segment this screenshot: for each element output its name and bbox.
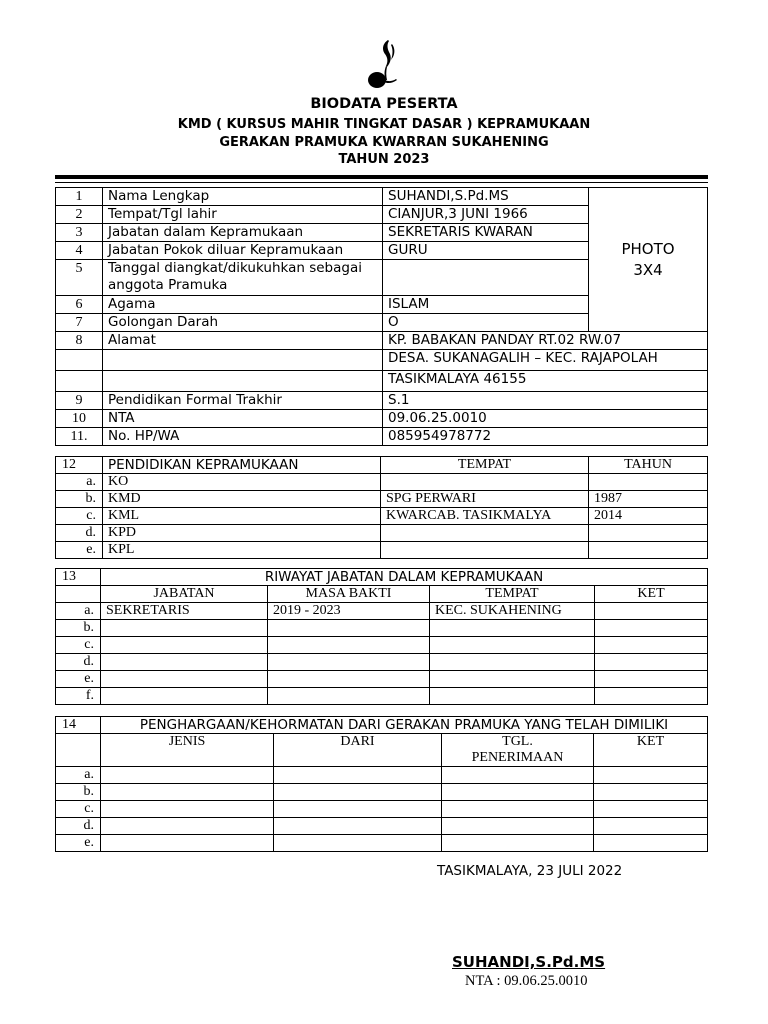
biodata-row: [56, 371, 708, 392]
table-header-row: [56, 569, 708, 586]
period-cell: [268, 654, 430, 671]
section-title: PENGHARGAAN/KEHORMATAN DARI GERAKAN PRAMUKA YANG TELAH DIMILIKI: [101, 717, 708, 734]
field-label: [103, 371, 383, 392]
award-date-cell: [442, 835, 594, 852]
row-letter: e.: [56, 835, 101, 852]
award-type-cell: [101, 784, 274, 801]
row-letter: b.: [56, 491, 103, 508]
award-from-cell: [274, 801, 442, 818]
year-title: TAHUN 2023: [338, 152, 430, 167]
row-number: 10: [56, 410, 103, 428]
row-number: 3: [56, 224, 103, 242]
column-header-ket: KET: [594, 734, 708, 767]
photo-box: [589, 188, 708, 332]
row-letter: b.: [56, 620, 101, 637]
note-cell: [595, 637, 708, 654]
award-date-cell: [442, 801, 594, 818]
place-cell: [430, 654, 595, 671]
table-row: [56, 801, 708, 818]
header-divider-thin: [55, 182, 708, 183]
column-header-tgl-line1: TGL.: [502, 734, 533, 749]
note-cell: [594, 818, 708, 835]
note-cell: [595, 671, 708, 688]
award-from-cell: [274, 818, 442, 835]
field-value: CIANJUR,3 JUNI 1966: [383, 206, 589, 224]
field-value: 09.06.25.0010: [383, 410, 708, 428]
table-header-row: [56, 457, 708, 474]
position-cell: [101, 688, 268, 705]
award-from-cell: [274, 835, 442, 852]
column-header-masa-bakti: MASA BAKTI: [268, 586, 430, 603]
field-value: DESA. SUKANAGALIH – KEC. RAJAPOLAH: [383, 350, 708, 371]
table-row: [56, 835, 708, 852]
section-number: 14: [56, 717, 101, 734]
column-header-tempat: TEMPAT: [381, 457, 589, 474]
course-name: KPL: [103, 542, 381, 559]
course-year: 1987: [589, 491, 708, 508]
table-row: [56, 784, 708, 801]
field-value: SEKRETARIS KWARAN: [383, 224, 589, 242]
photo-size: 3X4: [633, 260, 663, 279]
course-place: [381, 542, 589, 559]
award-date-cell: [442, 818, 594, 835]
note-cell: [594, 767, 708, 784]
position-cell: [101, 637, 268, 654]
row-letter: c.: [56, 637, 101, 654]
place-cell: [430, 620, 595, 637]
row-number: 2: [56, 206, 103, 224]
field-label: Alamat: [103, 332, 383, 350]
course-place: KWARCAB. TASIKMALYA: [381, 508, 589, 525]
table-header-row: [56, 717, 708, 734]
biodata-row: [56, 188, 708, 206]
document-title: BIODATA PESERTA: [310, 96, 458, 112]
award-type-cell: [101, 835, 274, 852]
table-row: [56, 620, 708, 637]
section-title: RIWAYAT JABATAN DALAM KEPRAMUKAAN: [101, 569, 708, 586]
row-letter: a.: [56, 474, 103, 491]
row-letter: e.: [56, 542, 103, 559]
field-label: Golongan Darah: [103, 314, 383, 332]
field-value: GURU: [383, 242, 589, 260]
row-number: 5: [56, 260, 103, 296]
place-cell: KEC. SUKAHENING: [430, 603, 595, 620]
place-cell: [430, 637, 595, 654]
section-title: PENDIDIKAN KEPRAMUKAAN: [103, 457, 381, 474]
penghargaan-table: [55, 716, 708, 852]
field-value: KP. BABAKAN PANDAY RT.02 RW.07: [383, 332, 708, 350]
table-row: [56, 474, 708, 491]
biodata-row: [56, 410, 708, 428]
field-label: Pendidikan Formal Trakhir: [103, 392, 383, 410]
place-and-date: TASIKMALAYA, 23 JULI 2022: [437, 863, 623, 879]
row-letter: e.: [56, 671, 101, 688]
table-row: [56, 767, 708, 784]
column-header-dari: DARI: [274, 734, 442, 767]
tunas-kelapa-icon: [366, 38, 402, 90]
field-label: NTA: [103, 410, 383, 428]
course-place: SPG PERWARI: [381, 491, 589, 508]
note-cell: [595, 620, 708, 637]
field-value: [383, 260, 589, 296]
photo-label: PHOTO: [621, 239, 675, 258]
field-label: Nama Lengkap: [103, 188, 383, 206]
period-cell: [268, 671, 430, 688]
place-cell: [430, 671, 595, 688]
period-cell: [268, 688, 430, 705]
award-type-cell: [101, 818, 274, 835]
field-value: ISLAM: [383, 296, 589, 314]
table-row: [56, 637, 708, 654]
biodata-row: [56, 332, 708, 350]
row-number: [56, 350, 103, 371]
note-cell: [594, 835, 708, 852]
biodata-row: [56, 392, 708, 410]
column-header-jenis: JENIS: [101, 734, 274, 767]
course-place: [381, 525, 589, 542]
position-cell: [101, 671, 268, 688]
award-from-cell: [274, 784, 442, 801]
field-label: Tempat/Tgl lahir: [103, 206, 383, 224]
column-header-tgl-penerimaan: [442, 734, 594, 767]
position-cell: [101, 620, 268, 637]
field-label: No. HP/WA: [103, 428, 383, 446]
field-label: [103, 350, 383, 371]
row-letter: d.: [56, 654, 101, 671]
row-letter: d.: [56, 525, 103, 542]
course-name: KMD: [103, 491, 381, 508]
course-place: [381, 474, 589, 491]
section-number: 12: [56, 457, 103, 474]
column-header-tahun: TAHUN: [589, 457, 708, 474]
biodata-row: [56, 428, 708, 446]
signatory-name: SUHANDI,S.Pd.MS: [452, 953, 606, 971]
row-letter: f.: [56, 688, 101, 705]
course-year: [589, 525, 708, 542]
row-letter: b.: [56, 784, 101, 801]
field-value: O: [383, 314, 589, 332]
field-label: Agama: [103, 296, 383, 314]
field-label: Jabatan dalam Kepramukaan: [103, 224, 383, 242]
table-row: [56, 688, 708, 705]
header-divider-thick: [55, 175, 708, 179]
field-label: Tanggal diangkat/dikukuhkan sebagai anggota Pramuka: [103, 260, 383, 296]
award-date-cell: [442, 767, 594, 784]
field-value: TASIKMALAYA 46155: [383, 371, 708, 392]
biodata-table: [55, 187, 708, 446]
award-type-cell: [101, 801, 274, 818]
column-header-ket: KET: [595, 586, 708, 603]
note-cell: [594, 801, 708, 818]
row-number: 6: [56, 296, 103, 314]
note-cell: [595, 654, 708, 671]
table-row: [56, 818, 708, 835]
course-year: [589, 474, 708, 491]
field-label: Jabatan Pokok diluar Kepramukaan: [103, 242, 383, 260]
course-name: KML: [103, 508, 381, 525]
note-cell: [595, 688, 708, 705]
position-cell: [101, 654, 268, 671]
table-header-row: [56, 586, 708, 603]
section-number: 13: [56, 569, 101, 586]
row-number: [56, 371, 103, 392]
table-row: [56, 491, 708, 508]
field-value: SUHANDI,S.Pd.MS: [383, 188, 589, 206]
table-row: [56, 542, 708, 559]
field-value: 085954978772: [383, 428, 708, 446]
position-cell: SEKRETARIS: [101, 603, 268, 620]
course-year: [589, 542, 708, 559]
course-title: KMD ( KURSUS MAHIR TINGKAT DASAR ) KEPRAMUKAAN: [177, 117, 591, 132]
row-number: 1: [56, 188, 103, 206]
place-cell: [430, 688, 595, 705]
field-value: S.1: [383, 392, 708, 410]
blank-cell: [56, 734, 101, 767]
note-cell: [595, 603, 708, 620]
row-letter: a.: [56, 767, 101, 784]
table-row: [56, 654, 708, 671]
course-name: KPD: [103, 525, 381, 542]
blank-cell: [56, 586, 101, 603]
organization-title: GERAKAN PRAMUKA KWARRAN SUKAHENING: [219, 135, 549, 150]
course-name: KO: [103, 474, 381, 491]
column-header-tgl-line2: PENERIMAAN: [471, 750, 564, 765]
award-from-cell: [274, 767, 442, 784]
row-letter: c.: [56, 801, 101, 818]
award-date-cell: [442, 784, 594, 801]
row-letter: d.: [56, 818, 101, 835]
riwayat-jabatan-table: [55, 568, 708, 705]
table-row: [56, 525, 708, 542]
row-number: 4: [56, 242, 103, 260]
table-row: [56, 671, 708, 688]
row-number: 8: [56, 332, 103, 350]
table-row: [56, 508, 708, 525]
award-type-cell: [101, 767, 274, 784]
course-year: 2014: [589, 508, 708, 525]
row-letter: a.: [56, 603, 101, 620]
row-number: 7: [56, 314, 103, 332]
signatory-nta: NTA : 09.06.25.0010: [465, 973, 588, 989]
row-letter: c.: [56, 508, 103, 525]
period-cell: 2019 - 2023: [268, 603, 430, 620]
column-header-tempat: TEMPAT: [430, 586, 595, 603]
row-number: 11.: [56, 428, 103, 446]
note-cell: [594, 784, 708, 801]
pendidikan-table: [55, 456, 708, 559]
row-number: 9: [56, 392, 103, 410]
period-cell: [268, 620, 430, 637]
column-header-jabatan: JABATAN: [101, 586, 268, 603]
table-header-row: [56, 734, 708, 767]
table-row: [56, 603, 708, 620]
biodata-row: [56, 350, 708, 371]
period-cell: [268, 637, 430, 654]
